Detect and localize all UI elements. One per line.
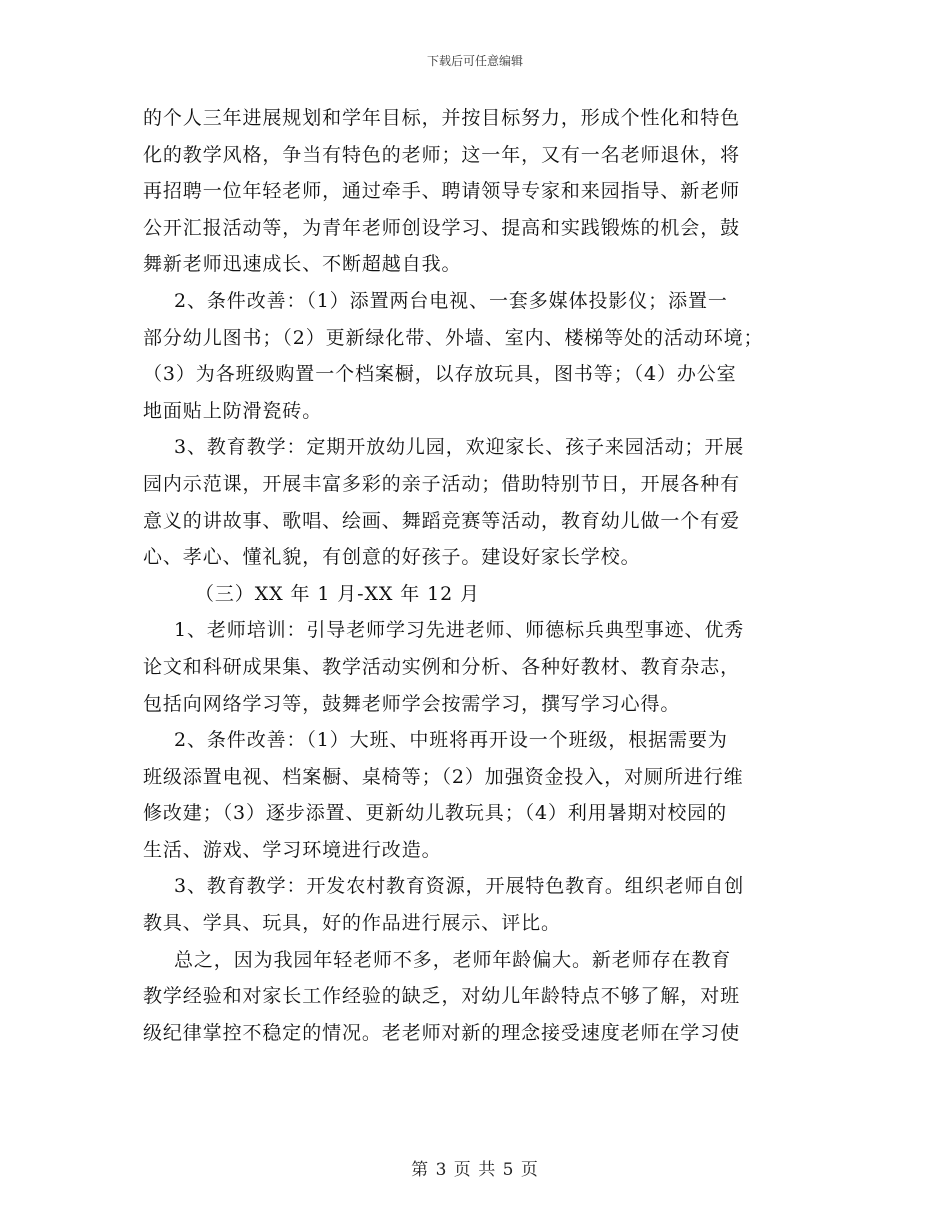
text-line: 园内示范课，开展丰富多彩的亲子活动；借助特别节日，开展各种有	[143, 472, 741, 495]
text-line: 再招聘一位年轻老师，通过牵手、聘请领导专家和来园指导、新老师	[143, 180, 741, 203]
text-line: 地面贴上防滑瓷砖。	[143, 399, 323, 422]
paragraph-start-line: 2、条件改善：（1）添置两台电视、一套多媒体投影仪；添置一	[174, 289, 728, 312]
text-line: 化的教学风格，争当有特色的老师；这一年，又有一名老师退休，将	[143, 143, 741, 166]
section-heading: （三）XX 年 1 月-XX 年 12 月	[195, 582, 480, 605]
text-line: 班级添置电视、档案橱、桌椅等；（2）加强资金投入，对厕所进行维	[143, 765, 744, 788]
text-line: 教具、学具、玩具，好的作品进行展示、评比。	[143, 912, 561, 935]
paragraph-start-line: 3、教育教学：开发农村教育资源，开展特色教育。组织老师自创	[174, 875, 745, 898]
text-line: 部分幼儿图书；（2）更新绿化带、外墙、室内、楼梯等处的活动环境；	[143, 326, 764, 349]
text-line: 公开汇报活动等，为青年老师创设学习、提高和实践锻炼的机会，鼓	[143, 216, 741, 239]
text-line: 论文和科研成果集、教学活动实例和分析、各种好教材、教育杂志，	[143, 655, 741, 678]
text-line: 舞新老师迅速成长、不断超越自我。	[143, 253, 462, 276]
text-line: 包括向网络学习等，鼓舞老师学会按需学习，撰写学习心得。	[143, 692, 681, 715]
paragraph-start-line: 总之，因为我园年轻老师不多，老师年龄偏大。新老师存在教育	[174, 948, 732, 971]
text-line: 的个人三年进展规划和学年目标，并按目标努力，形成个性化和特色	[143, 107, 741, 129]
paragraph-start-line: 2、条件改善：（1）大班、中班将再开设一个班级，根据需要为	[174, 729, 728, 752]
paragraph-start-line: 3、教育教学：定期开放幼儿园，欢迎家长、孩子来园活动；开展	[174, 436, 745, 459]
text-line: 修改建；（3）逐步添置、更新幼儿教玩具；（4）利用暑期对校园的	[143, 802, 728, 825]
document-body	[143, 100, 813, 1051]
text-line: （3）为各班级购置一个档案橱，以存放玩具，图书等；（4）办公室	[143, 363, 737, 386]
text-line: 级纪律掌控不稳定的情况。老老师对新的理念接受速度老师在学习使	[143, 1021, 741, 1044]
text-line: 意义的讲故事、歌唱、绘画、舞蹈竞赛等活动，教育幼儿做一个有爱	[143, 509, 741, 532]
page-number-footer: 第 3 页 共 5 页	[411, 1160, 539, 1180]
page-header: 下载后可任意编辑	[426, 54, 523, 68]
text-line: 生活、游戏、学习环境进行改造。	[143, 838, 442, 861]
text-line: 心、孝心、懂礼貌，有创意的好孩子。建设好家长学校。	[143, 546, 641, 569]
paragraph-start-line: 1、老师培训：引导老师学习先进老师、师德标兵典型事迹、优秀	[174, 619, 745, 642]
text-line: 教学经验和对家长工作经验的缺乏，对幼儿年龄特点不够了解，对班	[143, 985, 741, 1008]
